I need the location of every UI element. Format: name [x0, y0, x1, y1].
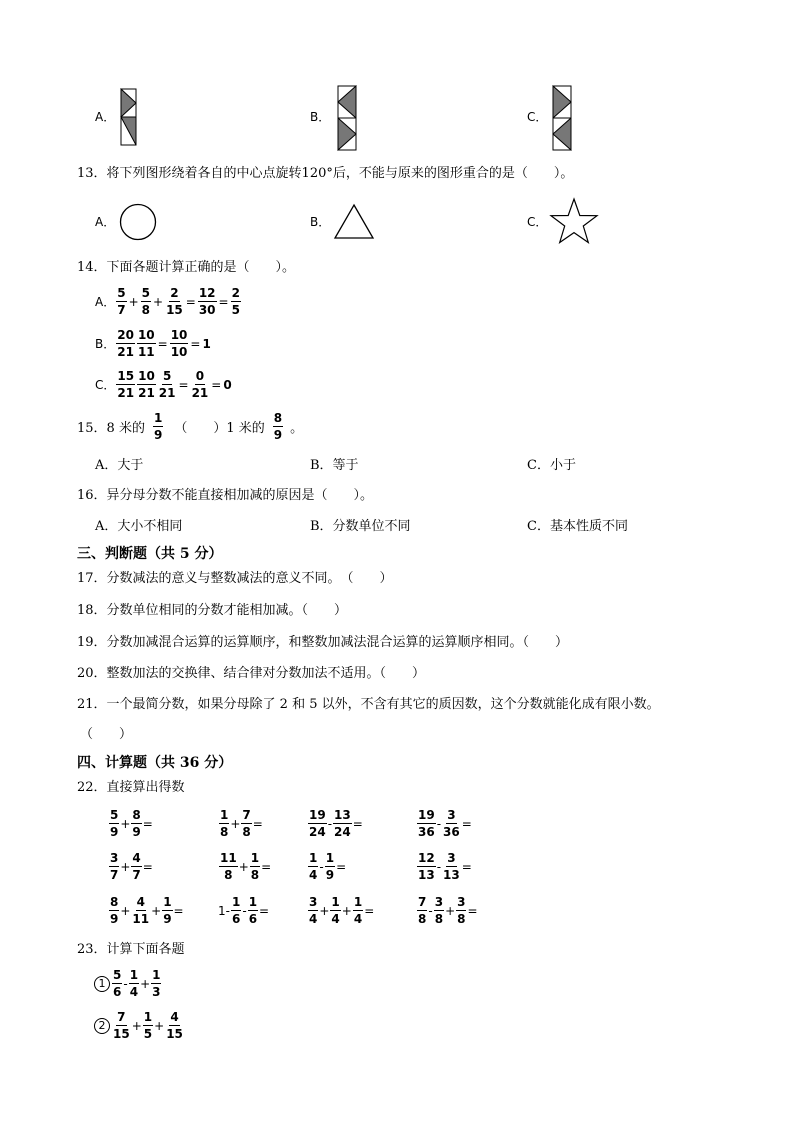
equals-sign: =: [259, 903, 270, 918]
q13-option-b-label: B．: [310, 215, 331, 229]
q19-text: 19．分数加减混合运算的运算顺序，和整数加减法混合运算的运算顺序相同。（ ）: [77, 635, 569, 650]
q14-option-b-label: B．: [95, 337, 116, 351]
fraction: $\frac{19}{24}$: [309, 808, 326, 839]
q23-text: 23．计算下面各题: [77, 942, 185, 957]
operator: +: [153, 294, 164, 309]
operator: +: [151, 903, 162, 918]
operator: +: [445, 903, 456, 918]
fraction: $\frac{7}{15}$: [113, 1010, 130, 1041]
calc-item: [108, 851, 153, 882]
q23-item-1: [94, 968, 162, 999]
fraction: $\frac{3}{13}$: [443, 851, 460, 882]
q22-text: 22．直接算出得数: [77, 780, 185, 795]
q15-option-b: B．等于: [310, 458, 359, 473]
fraction: $\frac{2}{15}$: [166, 286, 183, 317]
fraction: $\frac{1}{9}$: [325, 851, 335, 882]
q15-option-a: A．大于: [95, 458, 144, 473]
fraction: $\frac{1}{3}$: [152, 968, 161, 999]
star-icon: [549, 197, 599, 245]
q16-text: 16．异分母分数不能直接相加减的原因是（ ）。: [77, 488, 374, 503]
fraction: $\frac{13}{24}$: [334, 808, 351, 839]
q12-option-a-label: A．: [95, 110, 116, 124]
q14-option-c: [95, 369, 233, 400]
fraction: $\frac{10}{10}$: [170, 328, 188, 359]
whole-number: 1: [218, 903, 226, 918]
fraction: $\frac{12}{13}$: [418, 851, 435, 882]
fraction: $\frac{3}{4}$: [309, 895, 318, 926]
operator: +: [120, 903, 131, 918]
circled-number: 1: [94, 976, 110, 992]
fraction: $\frac{20}{21}$: [117, 328, 134, 359]
fraction: $\frac{7}{8}$: [418, 895, 427, 926]
q21-answer-paren: （ ）: [80, 727, 133, 742]
fraction: $\frac{3}{8}$: [457, 895, 466, 926]
fraction: $\frac{19}{36}$: [418, 808, 435, 839]
section-3-heading: 三、判断题（共 5 分）: [77, 546, 223, 562]
fraction: $\frac{1}{4}$: [309, 851, 318, 882]
equals-sign: =: [142, 859, 153, 874]
fraction: $\frac{4}{15}$: [166, 1010, 183, 1041]
equals-sign: =: [461, 859, 472, 874]
calc-item: [108, 808, 153, 839]
q12-option-c-figure: [552, 85, 572, 151]
fraction: $\frac{1}{9}$: [163, 895, 172, 926]
fraction: $\frac{4}{11}$: [132, 895, 150, 926]
q16-option-b: B．分数单位不同: [310, 519, 411, 534]
q12-option-b-label: B．: [310, 110, 331, 124]
fraction: $\frac{3}{8}$: [434, 895, 444, 926]
equals-sign: =: [178, 377, 189, 392]
calc-item: [307, 808, 363, 839]
q13-option-a-label: A．: [95, 215, 116, 229]
fraction: $\frac{15}{21}$: [117, 369, 135, 400]
fraction: $\frac{11}{8}$: [220, 851, 237, 882]
operator: +: [128, 294, 139, 309]
q15-text-mid: （ ）1 米的: [174, 421, 265, 436]
fraction: $\frac{1}{8}$: [250, 851, 260, 882]
q12-option-b-figure: [337, 85, 357, 151]
fraction: $\frac{2}{5}$: [231, 286, 240, 317]
result: 1: [202, 336, 211, 351]
q12-option-a-figure: [120, 88, 137, 146]
operator: -: [436, 859, 442, 874]
fraction: $\frac{1}{5}$: [143, 1010, 153, 1041]
q15-question: [77, 411, 303, 442]
q14-option-a: [95, 286, 242, 317]
fraction: $\frac{5}{7}$: [117, 286, 126, 317]
q15-option-c: C．小于: [527, 458, 576, 473]
circle-icon: [118, 202, 158, 242]
operator: +: [140, 976, 151, 991]
calc-item: [307, 895, 374, 926]
q15-text-post: 。: [290, 421, 304, 436]
equals-sign: =: [185, 294, 196, 309]
q13-text: 13．将下列图形绕着各自的中心点旋转120°后，不能与原来的图形重合的是（ ）。: [77, 166, 574, 181]
operator: +: [120, 859, 131, 874]
fraction: $\frac{4}{7}$: [132, 851, 141, 882]
fraction: $\frac{8}{9}$: [132, 808, 141, 839]
fraction: $\frac{8}{9}$: [110, 895, 119, 926]
fraction: $\frac{1}{4}$: [331, 895, 340, 926]
q14-option-b: [95, 328, 212, 359]
operator: -: [319, 859, 324, 874]
operator: -: [428, 903, 433, 918]
fraction: $\frac{10}{21}$: [138, 369, 155, 400]
equals-sign: =: [352, 816, 363, 831]
section-4-heading: 四、计算题（共 36 分）: [77, 755, 233, 771]
q14-option-c-label: C．: [95, 378, 116, 392]
fraction: $\frac{1}{8}$: [220, 808, 229, 839]
equals-sign: =: [252, 816, 263, 831]
q16-option-a: A．大小不相同: [95, 519, 183, 534]
fraction: $\frac{1}{9}$: [153, 411, 163, 442]
equals-sign: =: [364, 903, 375, 918]
fraction: $\frac{3}{36}$: [443, 808, 460, 839]
q18-text: 18．分数单位相同的分数才能相加减。（ ）: [77, 603, 348, 618]
fraction: $\frac{10}{11}$: [137, 328, 155, 359]
calc-item: [416, 895, 478, 926]
calc-item: [218, 895, 269, 926]
operator: -: [123, 976, 128, 991]
operator: +: [341, 903, 352, 918]
equals-sign: =: [461, 816, 472, 831]
operator: +: [319, 903, 330, 918]
calc-item: [416, 851, 472, 882]
equals-sign: =: [467, 903, 478, 918]
q16-option-c: C．基本性质不同: [527, 519, 628, 534]
q17-text: 17．分数减法的意义与整数减法的意义不同。 （ ）: [77, 571, 393, 586]
fraction: $\frac{1}{4}$: [129, 968, 139, 999]
operator: +: [154, 1018, 165, 1033]
equals-sign: =: [261, 859, 272, 874]
equals-sign: =: [218, 294, 229, 309]
operator: -: [225, 903, 230, 918]
fraction: $\frac{3}{7}$: [110, 851, 119, 882]
equals-sign: =: [173, 903, 184, 918]
operator: +: [120, 816, 131, 831]
fraction: $\frac{5}{21}$: [158, 369, 176, 400]
fraction: $\frac{0}{21}$: [191, 369, 209, 400]
operator: -: [327, 816, 333, 831]
equals-sign: =: [336, 859, 347, 874]
q15-text-pre: 15．8 米的: [77, 421, 145, 436]
fraction: $\frac{1}{4}$: [353, 895, 363, 926]
q14-option-a-label: A．: [95, 295, 116, 309]
fraction: $\frac{1}{6}$: [231, 895, 241, 926]
calc-item: [218, 851, 271, 882]
operator: -: [242, 903, 247, 918]
q20-text: 20．整数加法的交换律、结合律对分数加法不适用。（ ）: [77, 666, 426, 681]
fraction: $\frac{7}{8}$: [242, 808, 251, 839]
operator: +: [230, 816, 241, 831]
operator: +: [131, 1018, 142, 1033]
calc-item: [307, 851, 346, 882]
result: 0: [223, 377, 232, 392]
q23-item-2: [94, 1010, 185, 1041]
fraction: $\frac{1}{6}$: [248, 895, 258, 926]
equals-sign: =: [211, 377, 222, 392]
fraction: $\frac{5}{8}$: [141, 286, 150, 317]
triangle-icon: [332, 203, 376, 241]
operator: -: [436, 816, 442, 831]
calc-item: [218, 808, 263, 839]
fraction: $\frac{8}{9}$: [273, 411, 283, 442]
circled-number: 2: [94, 1018, 110, 1034]
equals-sign: =: [142, 816, 153, 831]
fraction: $\frac{5}{9}$: [110, 808, 119, 839]
equals-sign: =: [190, 336, 201, 351]
fraction: $\frac{12}{30}$: [198, 286, 216, 317]
q13-option-c-label: C．: [527, 215, 548, 229]
q12-option-c-label: C．: [527, 110, 548, 124]
fraction: $\frac{5}{6}$: [113, 968, 122, 999]
operator: +: [238, 859, 249, 874]
calc-item: [416, 808, 472, 839]
equals-sign: =: [157, 336, 168, 351]
q21-text: 21．一个最简分数，如果分母除了 2 和 5 以外，不含有其它的质因数，这个分数就能化成有限小数。: [77, 697, 660, 712]
q14-text: 14．下面各题计算正确的是（ ）。: [77, 260, 296, 275]
calc-item: [108, 895, 184, 926]
